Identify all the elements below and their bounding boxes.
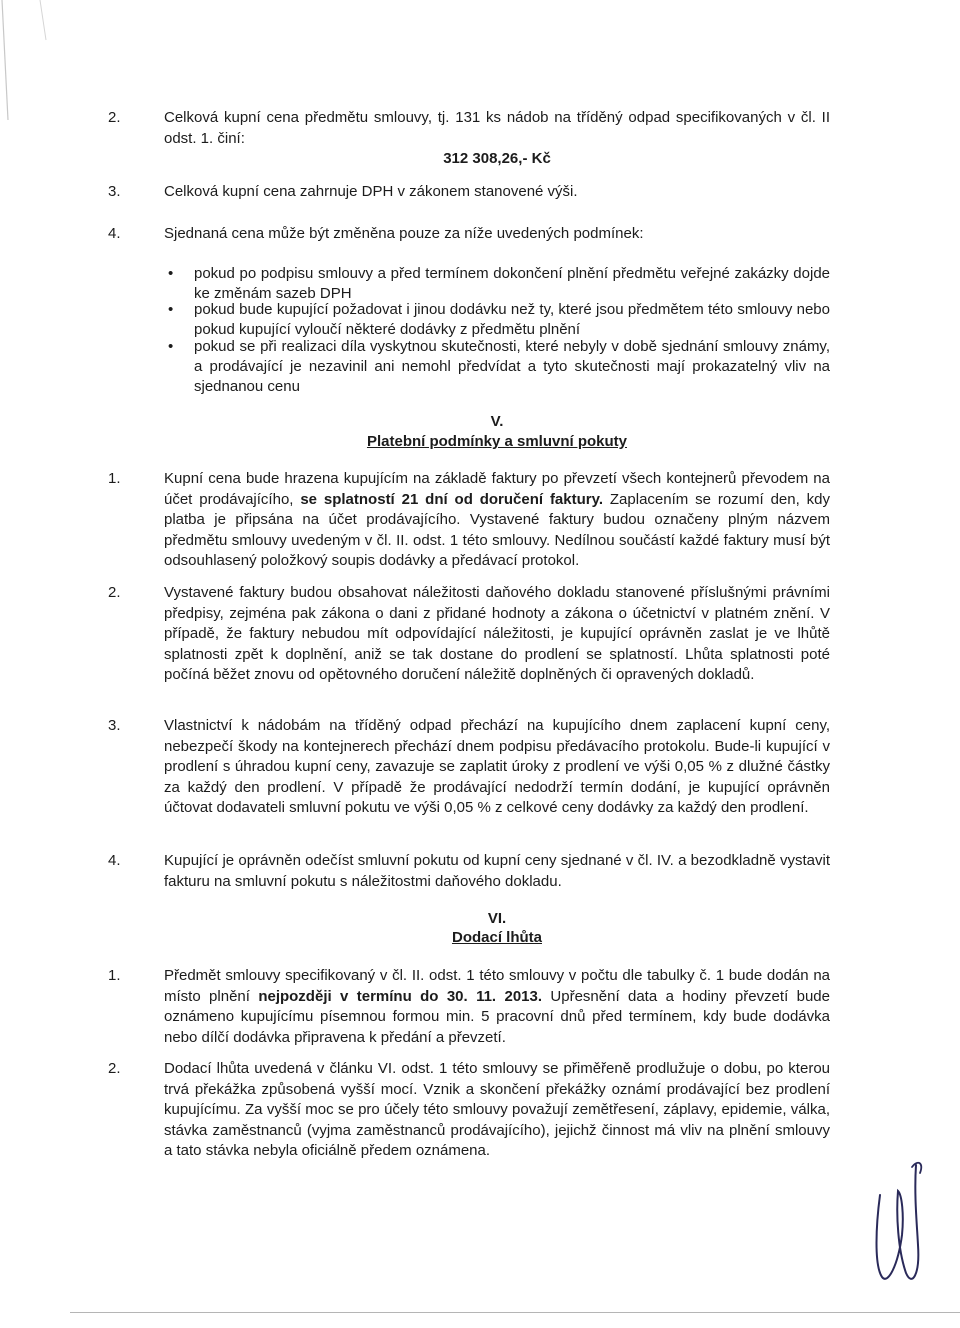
bold-term: nejpozději v termínu do 30. 11. 2013. (258, 987, 543, 1005)
scan-edge-mark (0, 0, 60, 120)
paragraph-payment: Kupní cena bude hrazena kupujícím na základě faktury po převzetí všech kontejnerů převodem na účet prodávajícího, se splatností 21 dní od doručení faktury. Zaplacením se rozumí den, kdy platba je připsána na účet prodávajícího. Vystavené faktury budou označeny plným názvem předmětu smlouvy uvedeným v čl. II. odst. 1 této smlouvy. Nedílnou součástí každé faktury musí být odsouhlasený položkový soupis dodávky a předávací protokol. (164, 470, 830, 569)
item-number: 1. (108, 470, 121, 487)
item-number: 4. (108, 225, 121, 242)
bullet-icon: • (168, 265, 174, 282)
item-number: 3. (108, 717, 121, 734)
condition-item: pokud po podpisu smlouvy a před termínem dokončení plnění předmětu veřejné zakázky dojde ke změnám sazeb DPH (194, 265, 830, 302)
condition-item: pokud bude kupující požadovat i jinou dodávku než ty, které jsou předmětem této smlouvy nebo pokud kupující vyloučí některé dodávky z předmětu plnění (194, 301, 830, 338)
item-number: 2. (108, 109, 121, 126)
section-title: Dodací lhůta (451, 929, 542, 946)
item-number: 1. (108, 967, 121, 984)
total-price: 312 308,26,- Kč (443, 150, 551, 167)
paragraph-delivery-date: Předmět smlouvy specifikovaný v čl. II. odst. 1 této smlouvy v počtu dle tabulky č. 1 bude dodán na místo plnění nejpozději v termínu do 30. 11. 2013. Upřesnění data a hodiny převzetí bude oznámeno kupujícímu písemnou formou min. 5 pracovní dnů před termínem, kdy bude dodávka nebo dílčí dodávka připravena k předání a převzetí. (164, 967, 830, 1046)
paragraph-total-price: Celková kupní cena předmětu smlouvy, tj. 131 ks nádob na tříděný odpad specifikovaných v čl. II odst. 1. činí: (164, 109, 830, 147)
item-number: 2. (108, 584, 121, 601)
paragraph-ownership: Vlastnictví k nádobám na tříděný odpad přechází na kupujícího dnem zaplacení kupní ceny, nebezpečí škody na kontejnerech přechází dnem podpisu předávacího protokolu. Bude-li kupující v prodlení s úhradou kupní ceny, zavazuje se zaplatit úroky z prodlení ve výši 0,05 % z dlužné částky za každý den prodlení. V případě že prodávající nedodrží termín dodání, je kupující oprávněn účtovat dodavateli smluvní pokutu ve výši 0,05 % z celkové ceny dodávky za každý den prodlení. (164, 717, 830, 816)
item-number: 3. (108, 183, 121, 200)
paragraph-invoices: Vystavené faktury budou obsahovat náležitosti daňového dokladu stanovené příslušnými právními předpisy, zejména pak zákona o dani z přidané hodnoty a zákona o účetnictví v platném znění. V případě, že faktury nebudou mít odpovídající náležitosti, je kupující oprávněn zaslat je ve lhůtě splatnosti zpět k doplnění, aniž se tak dostane do prodlení se splatností. Lhůta splatnosti poté počíná běžet znovu od opětovného doručení náležitě doplněných či opravených dokladů. (164, 584, 830, 683)
paragraph-force-majeure: Dodací lhůta uvedená v článku VI. odst. 1 této smlouvy se přiměřeně prodlužuje o dobu, po kterou trvá překážka způsobená vyšší mocí. Vznik a skončení překážky oznámí prodávající bez prodlení kupujícímu. Za vyšší moc se pro účely této smlouvy považují zemětřesení, záplavy, epidemie, válka, stávka zaměstnanců (vyjma zaměstnanců prodávajícího), jejichž činnost má vliv na plnění smlouvy a tato stávka nebyla oficiálně předem oznámena. (164, 1060, 830, 1159)
condition-item: pokud se při realizaci díla vyskytnou skutečnosti, které nebyly v době sjednání smlouvy známy, a prodávající je nezavinil ani nemohl předvídat a tyto skutečnosti mají prokazatelný vliv na sjednanou cenu (194, 338, 830, 395)
item-number: 4. (108, 852, 121, 869)
paragraph-vat: Celková kupní cena zahrnuje DPH v zákonem stanovené výši. (164, 183, 578, 200)
section-title: Platební podmínky a smluvní pokuty (366, 433, 628, 450)
page-bottom-divider (70, 1312, 960, 1313)
section-number: VI. (487, 910, 507, 927)
item-number: 2. (108, 1060, 121, 1077)
bullet-icon: • (168, 301, 174, 318)
section-number: V. (490, 413, 504, 430)
paragraph-price-change: Sjednaná cena může být změněna pouze za níže uvedených podmínek: (164, 225, 644, 242)
bold-term: se splatností 21 dní od doručení faktury. (300, 490, 604, 508)
signature-mark (868, 1155, 928, 1295)
bullet-icon: • (168, 338, 174, 355)
paragraph-penalty: Kupující je oprávněn odečíst smluvní pokutu od kupní ceny sjednané v čl. IV. a bezodkladně vystavit fakturu na smluvní pokutu s náležitostmi daňového dokladu. (164, 852, 830, 890)
